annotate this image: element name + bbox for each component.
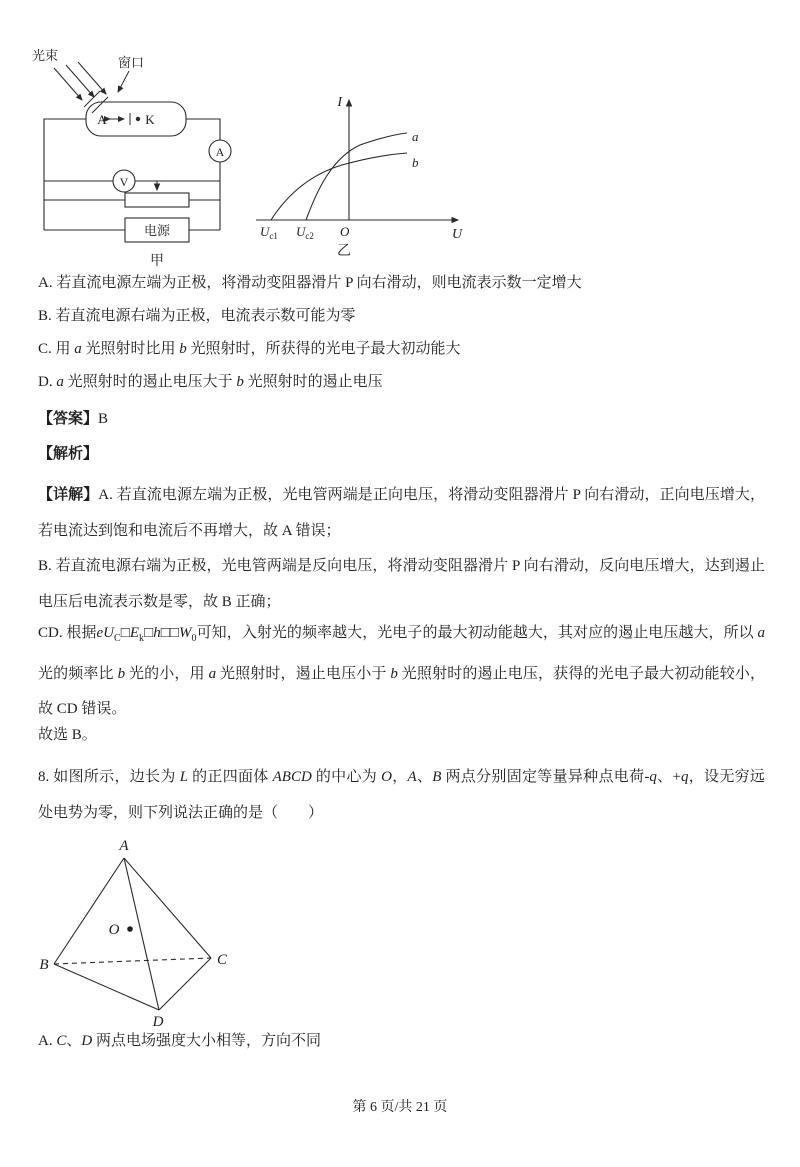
- uc2-label: $U_{c2}$: [296, 224, 314, 241]
- q7-option-b: B. 若直流电源右端为正极，电流表示数可能为零: [38, 308, 356, 324]
- phototube: [84, 91, 186, 136]
- cathode-label: K: [145, 112, 155, 127]
- power-supply-label: 电源: [143, 223, 171, 238]
- q7-detail-cd: CD. 根据$eU_C□E_k□h□□W_0$可知，入射光的频率越大，光电子的最大初动能越大，其对应的遏止电压越大，所以 a 光的频率比 b 光的小，用 a 光照射时，遏止电压小于 b 光照射时的遏止电压，获得的光电子最大初动能较小，故 CD 错误。: [38, 625, 766, 717]
- curve-a-label: a: [412, 129, 419, 144]
- vertex-b-label: B: [39, 957, 49, 973]
- q8-option-a: A. C、D 两点电场强度大小相等，方向不同: [38, 1033, 321, 1049]
- uc1-label: $U_{c1}$: [260, 224, 278, 241]
- tetrahedron-figure: [36, 838, 236, 1030]
- ammeter: [209, 140, 231, 162]
- vertex-a-label: A: [119, 838, 129, 854]
- anode-label: A: [97, 112, 107, 127]
- origin-label: O: [340, 224, 350, 239]
- center-point: [127, 926, 133, 932]
- q7-option-d: D. a 光照射时的遏止电压大于 b 光照射时的遏止电压: [38, 374, 383, 390]
- q8-stem: 8. 如图所示，边长为 L 的正四面体 ABCD 的中心为 O，A、B 两点分别固定等量异种点电荷-q、+q，设无穷远处电势为零，则下列说法正确的是（ ）: [38, 769, 765, 821]
- q7-option-c: C. 用 a 光照射时比用 b 光照射时，所获得的光电子最大初动能大: [38, 341, 461, 357]
- q7-detail-b: B. 若直流电源右端为正极，光电管两端是反向电压，将滑动变阻器滑片 P 向右滑动，反向电压增大，达到遏止电压后电流表示数是零，故 B 正确；: [38, 558, 765, 610]
- voltmeter-label: V: [119, 175, 129, 189]
- curve-a: [306, 133, 407, 220]
- center-o-label: O: [108, 922, 120, 938]
- page-footer: 第 6 页/共 21 页: [352, 1100, 448, 1115]
- rheostat: [125, 193, 189, 207]
- curve-b-label: b: [412, 155, 419, 170]
- power-supply: [125, 218, 189, 242]
- voltmeter: [113, 170, 135, 192]
- u-axis-label: U: [452, 227, 463, 242]
- q7-option-a: A. 若直流电源左端为正极，将滑动变阻器滑片 P 向右滑动，则电流表示数一定增大: [38, 275, 582, 291]
- window-label: 窗口: [118, 55, 145, 70]
- tetrahedron-edges: [54, 858, 211, 1010]
- vertex-c-label: C: [216, 952, 228, 968]
- q7-detail-a: 【详解】A. 若直流电源左端为正极，光电管两端是正向电压，将滑动变阻器滑片 P 向右滑动，正向电压增大，若电流达到饱和电流后不再增大，故 A 错误；: [38, 487, 765, 539]
- figure1-caption: 甲: [150, 254, 164, 269]
- ammeter-label: A: [215, 145, 225, 159]
- figure2-caption: 乙: [337, 244, 351, 259]
- curve-b: [271, 153, 407, 220]
- iu-characteristic-graph: [244, 90, 476, 265]
- q7-conclusion: 故选 B。: [38, 727, 97, 743]
- light-beam-label: 光束: [32, 48, 59, 63]
- q7-analysis-heading: 【解析】: [38, 446, 99, 462]
- q7-answer: 【答案】B: [38, 411, 109, 427]
- photoelectric-circuit-figure: [26, 40, 258, 275]
- i-axis-label: I: [337, 95, 342, 110]
- vertex-d-label: D: [152, 1014, 164, 1030]
